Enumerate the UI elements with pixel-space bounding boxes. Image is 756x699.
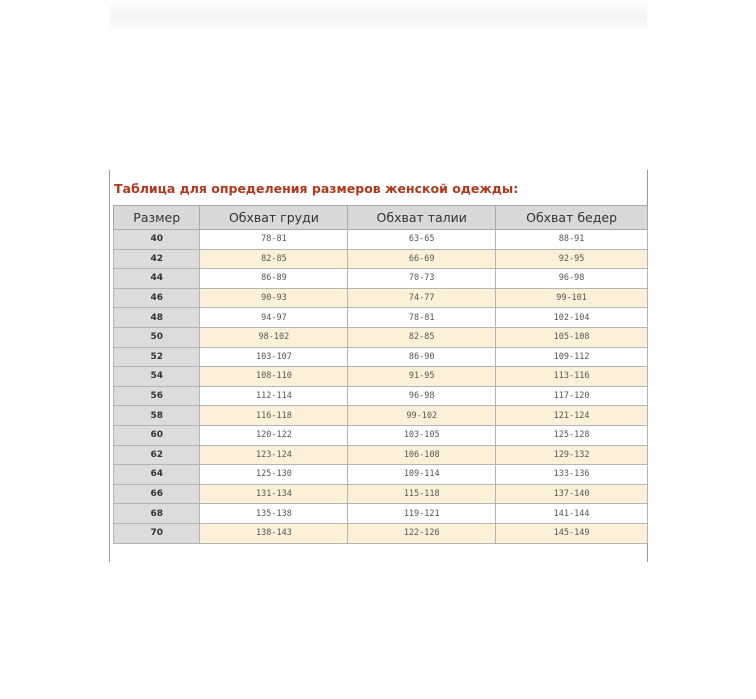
waist-cell: 91-95 [348,367,496,387]
table-row [114,308,648,328]
size-cell: 42 [114,249,200,269]
waist-cell: 78-81 [348,308,496,328]
hips-cell: 117-120 [496,386,648,406]
table-row [114,484,648,504]
header-hips: Обхват бедер [496,206,648,230]
waist-cell: 96-98 [348,386,496,406]
size-cell: 56 [114,386,200,406]
table-body [114,230,648,544]
top-strip [110,0,647,28]
table-row [114,523,648,543]
table-row [114,386,648,406]
hips-cell: 141-144 [496,504,648,524]
waist-cell: 99-102 [348,406,496,426]
table-row [114,230,648,250]
table-row [114,406,648,426]
table-row [114,249,648,269]
chest-cell: 112-114 [200,386,348,406]
chest-cell: 94-97 [200,308,348,328]
hips-cell: 137-140 [496,484,648,504]
hips-cell: 129-132 [496,445,648,465]
waist-cell: 122-126 [348,523,496,543]
size-cell: 54 [114,367,200,387]
size-cell: 68 [114,504,200,524]
hips-cell: 92-95 [496,249,648,269]
waist-cell: 82-85 [348,327,496,347]
hips-cell: 125-128 [496,425,648,445]
chest-cell: 103-107 [200,347,348,367]
size-cell: 70 [114,523,200,543]
chest-cell: 138-143 [200,523,348,543]
header-waist: Обхват талии [348,206,496,230]
table-row [114,347,648,367]
table-row [114,425,648,445]
table-row [114,327,648,347]
waist-cell: 106-108 [348,445,496,465]
size-cell: 52 [114,347,200,367]
hips-cell: 102-104 [496,308,648,328]
waist-cell: 115-118 [348,484,496,504]
table-header-row [114,206,648,230]
hips-cell: 145-149 [496,523,648,543]
size-table [113,205,648,544]
size-cell: 58 [114,406,200,426]
page-title: Таблица для определения размеров женской одежды: [114,181,519,196]
size-cell: 66 [114,484,200,504]
hips-cell: 88-91 [496,230,648,250]
waist-cell: 109-114 [348,465,496,485]
size-chart-card [109,170,648,562]
table-row [114,367,648,387]
waist-cell: 103-105 [348,425,496,445]
hips-cell: 96-98 [496,269,648,289]
chest-cell: 108-110 [200,367,348,387]
chest-cell: 131-134 [200,484,348,504]
chest-cell: 98-102 [200,327,348,347]
table-row [114,445,648,465]
table-row [114,504,648,524]
hips-cell: 109-112 [496,347,648,367]
hips-cell: 113-116 [496,367,648,387]
waist-cell: 74-77 [348,288,496,308]
table-row [114,288,648,308]
size-cell: 62 [114,445,200,465]
size-cell: 46 [114,288,200,308]
waist-cell: 119-121 [348,504,496,524]
waist-cell: 63-65 [348,230,496,250]
hips-cell: 133-136 [496,465,648,485]
chest-cell: 82-85 [200,249,348,269]
chest-cell: 123-124 [200,445,348,465]
hips-cell: 105-108 [496,327,648,347]
chest-cell: 86-89 [200,269,348,289]
waist-cell: 70-73 [348,269,496,289]
size-cell: 40 [114,230,200,250]
chest-cell: 120-122 [200,425,348,445]
chest-cell: 125-130 [200,465,348,485]
chest-cell: 135-138 [200,504,348,524]
table-row [114,465,648,485]
header-chest: Обхват груди [200,206,348,230]
hips-cell: 99-101 [496,288,648,308]
size-cell: 44 [114,269,200,289]
chest-cell: 116-118 [200,406,348,426]
size-cell: 64 [114,465,200,485]
size-cell: 60 [114,425,200,445]
waist-cell: 66-69 [348,249,496,269]
hips-cell: 121-124 [496,406,648,426]
chest-cell: 90-93 [200,288,348,308]
waist-cell: 86-90 [348,347,496,367]
chest-cell: 78-81 [200,230,348,250]
size-cell: 48 [114,308,200,328]
header-size: Размер [114,206,200,230]
size-cell: 50 [114,327,200,347]
table-row [114,269,648,289]
